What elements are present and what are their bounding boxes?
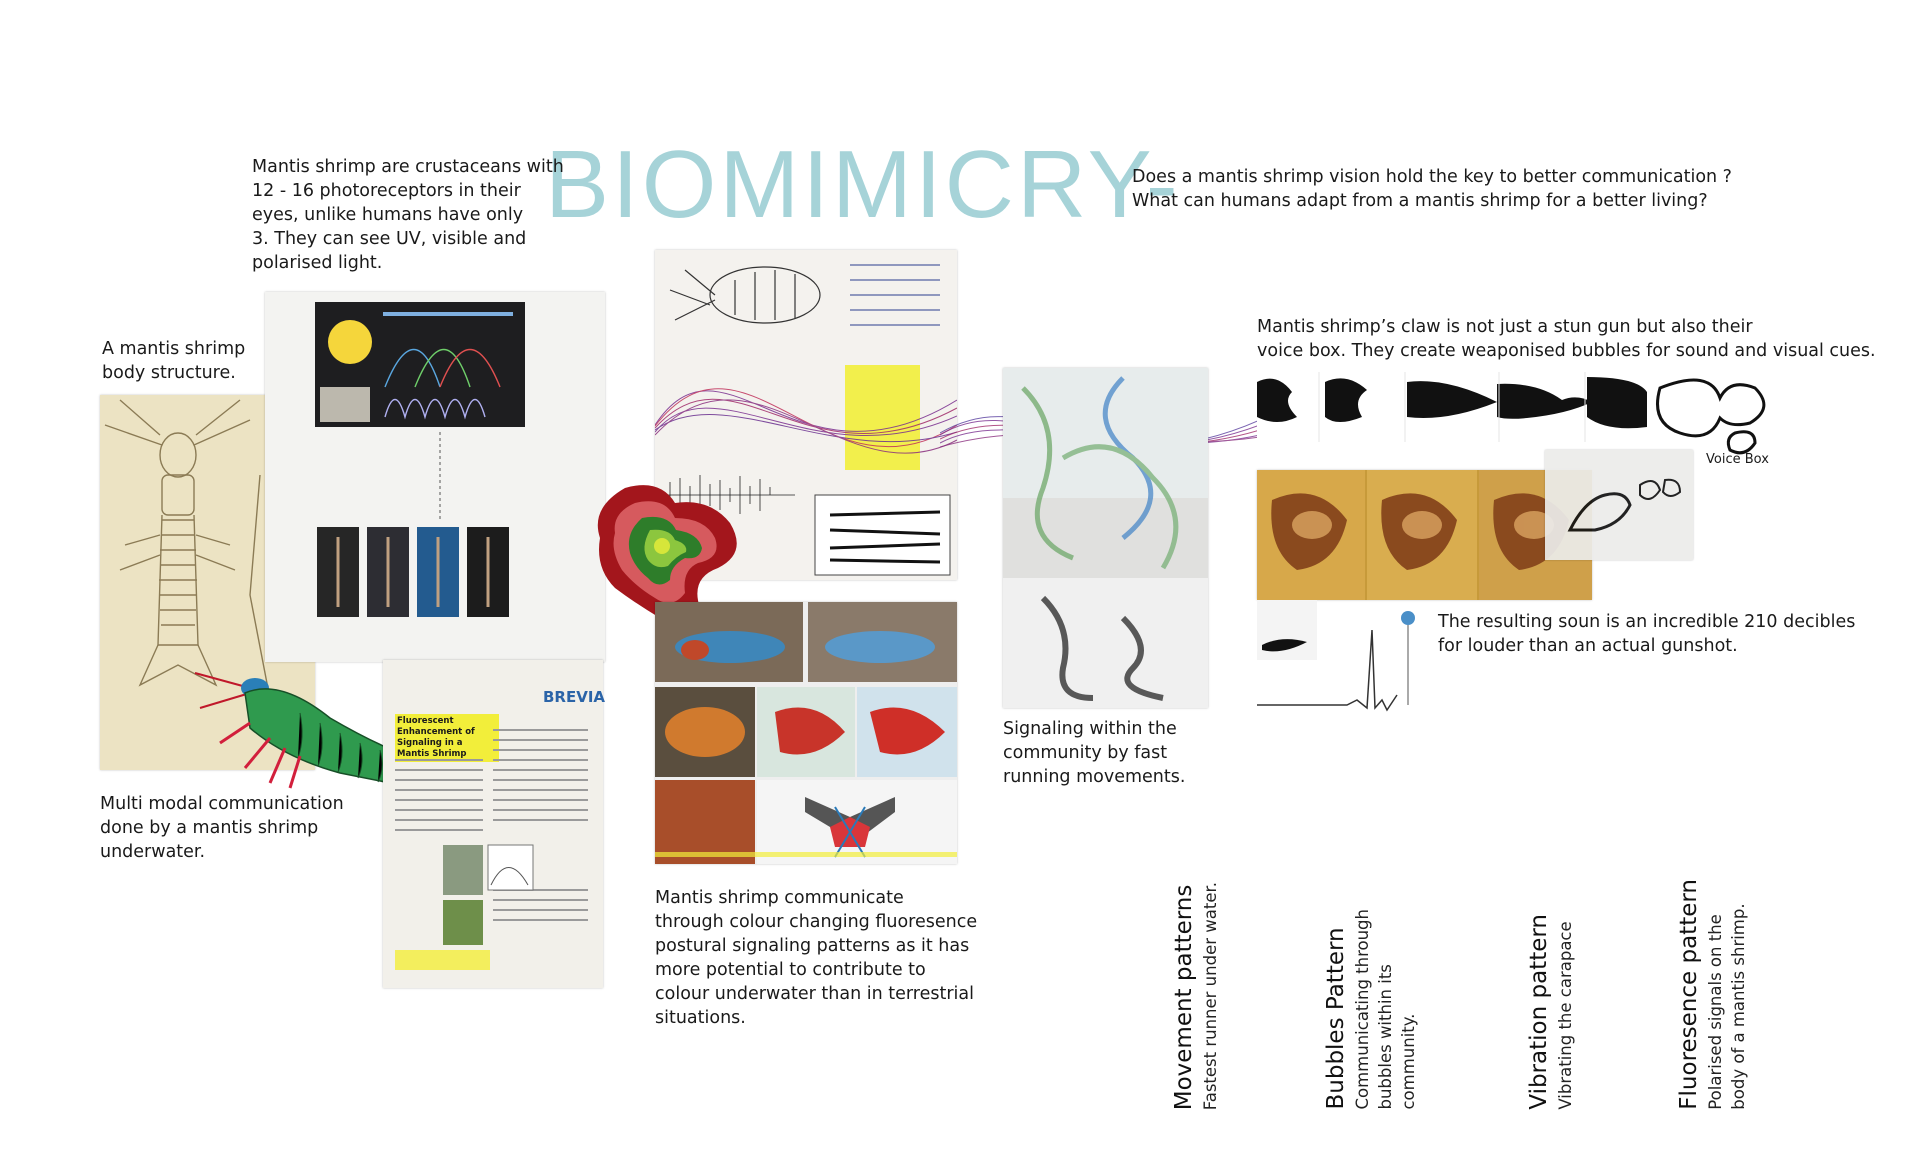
bubbles-pattern-label [1302,909,1420,1110]
vibration-pattern-subtitle: Vibrating the carapace [1556,921,1575,1110]
vibration-pattern-label [1505,914,1577,1110]
vibration-pattern-title: Vibration pattern [1526,914,1552,1110]
colour-photo-collage [655,602,957,864]
decibel-caption: The resulting soun is an incredible 210 decibles for louder than an actual gunshot. [1438,612,1856,656]
page-title: BIOMIMICRY- [545,131,1181,238]
claw-caption: Mantis shrimp’s claw is not just a stun gun but also their voice box. They create weaponised bubbles for sound and visual cues. [1257,317,1876,361]
movement-pattern-subtitle: Fastest runner under water. [1201,881,1220,1110]
movement-collage [1003,368,1208,708]
multimodal-caption: Multi modal communication done by a mantis shrimp underwater. [100,794,344,862]
intro-text: Mantis shrimp are crustaceans with 12 - 16 photoreceptors in their eyes, unlike humans have only 3. They can see UV, visible and polarised light. [252,157,564,273]
bubbles-pattern-subtitle: Communicating through bubbles within its community. [1353,909,1418,1110]
fluorescence-pattern-label [1655,879,1750,1110]
movement-pattern-label [1150,882,1222,1110]
vision-study-page [265,292,605,662]
fluorescence-pattern-title: Fluoresence pattern [1676,879,1702,1110]
movement-caption: Signaling within the community by fast running movements. [1003,719,1186,787]
question-text: Does a mantis shrimp vision hold the key to better communication ? What can humans adapt from a mantis shrimp for a better living? [1132,167,1732,211]
bubbles-pattern-title: Bubbles Pattern [1323,927,1349,1110]
paper-label: BREVIA [543,688,606,706]
bubble-overlay-photo [1545,450,1693,560]
claw-photos [1257,470,1592,600]
paper-title: Fluorescent Enhancement of Signaling in a Mantis Shrimp [395,714,499,762]
movement-pattern-title: Movement patterns [1171,884,1197,1110]
voice-box-label: Voice Box [1706,452,1769,467]
bubble-sequence [1257,372,1647,442]
fluorescence-pattern-subtitle: Polarised signals on the body of a mantis shrimp. [1706,903,1748,1110]
research-paper [383,660,606,988]
body-structure-caption: A mantis shrimp body structure. [102,339,246,383]
fluorescence-caption: Mantis shrimp communicate through colour changing fluoresence postural signaling patterns as it has more potential to contribute to colour underwater than in terrestrial situations. [655,888,978,1028]
sound-spike-graph [1257,600,1427,720]
